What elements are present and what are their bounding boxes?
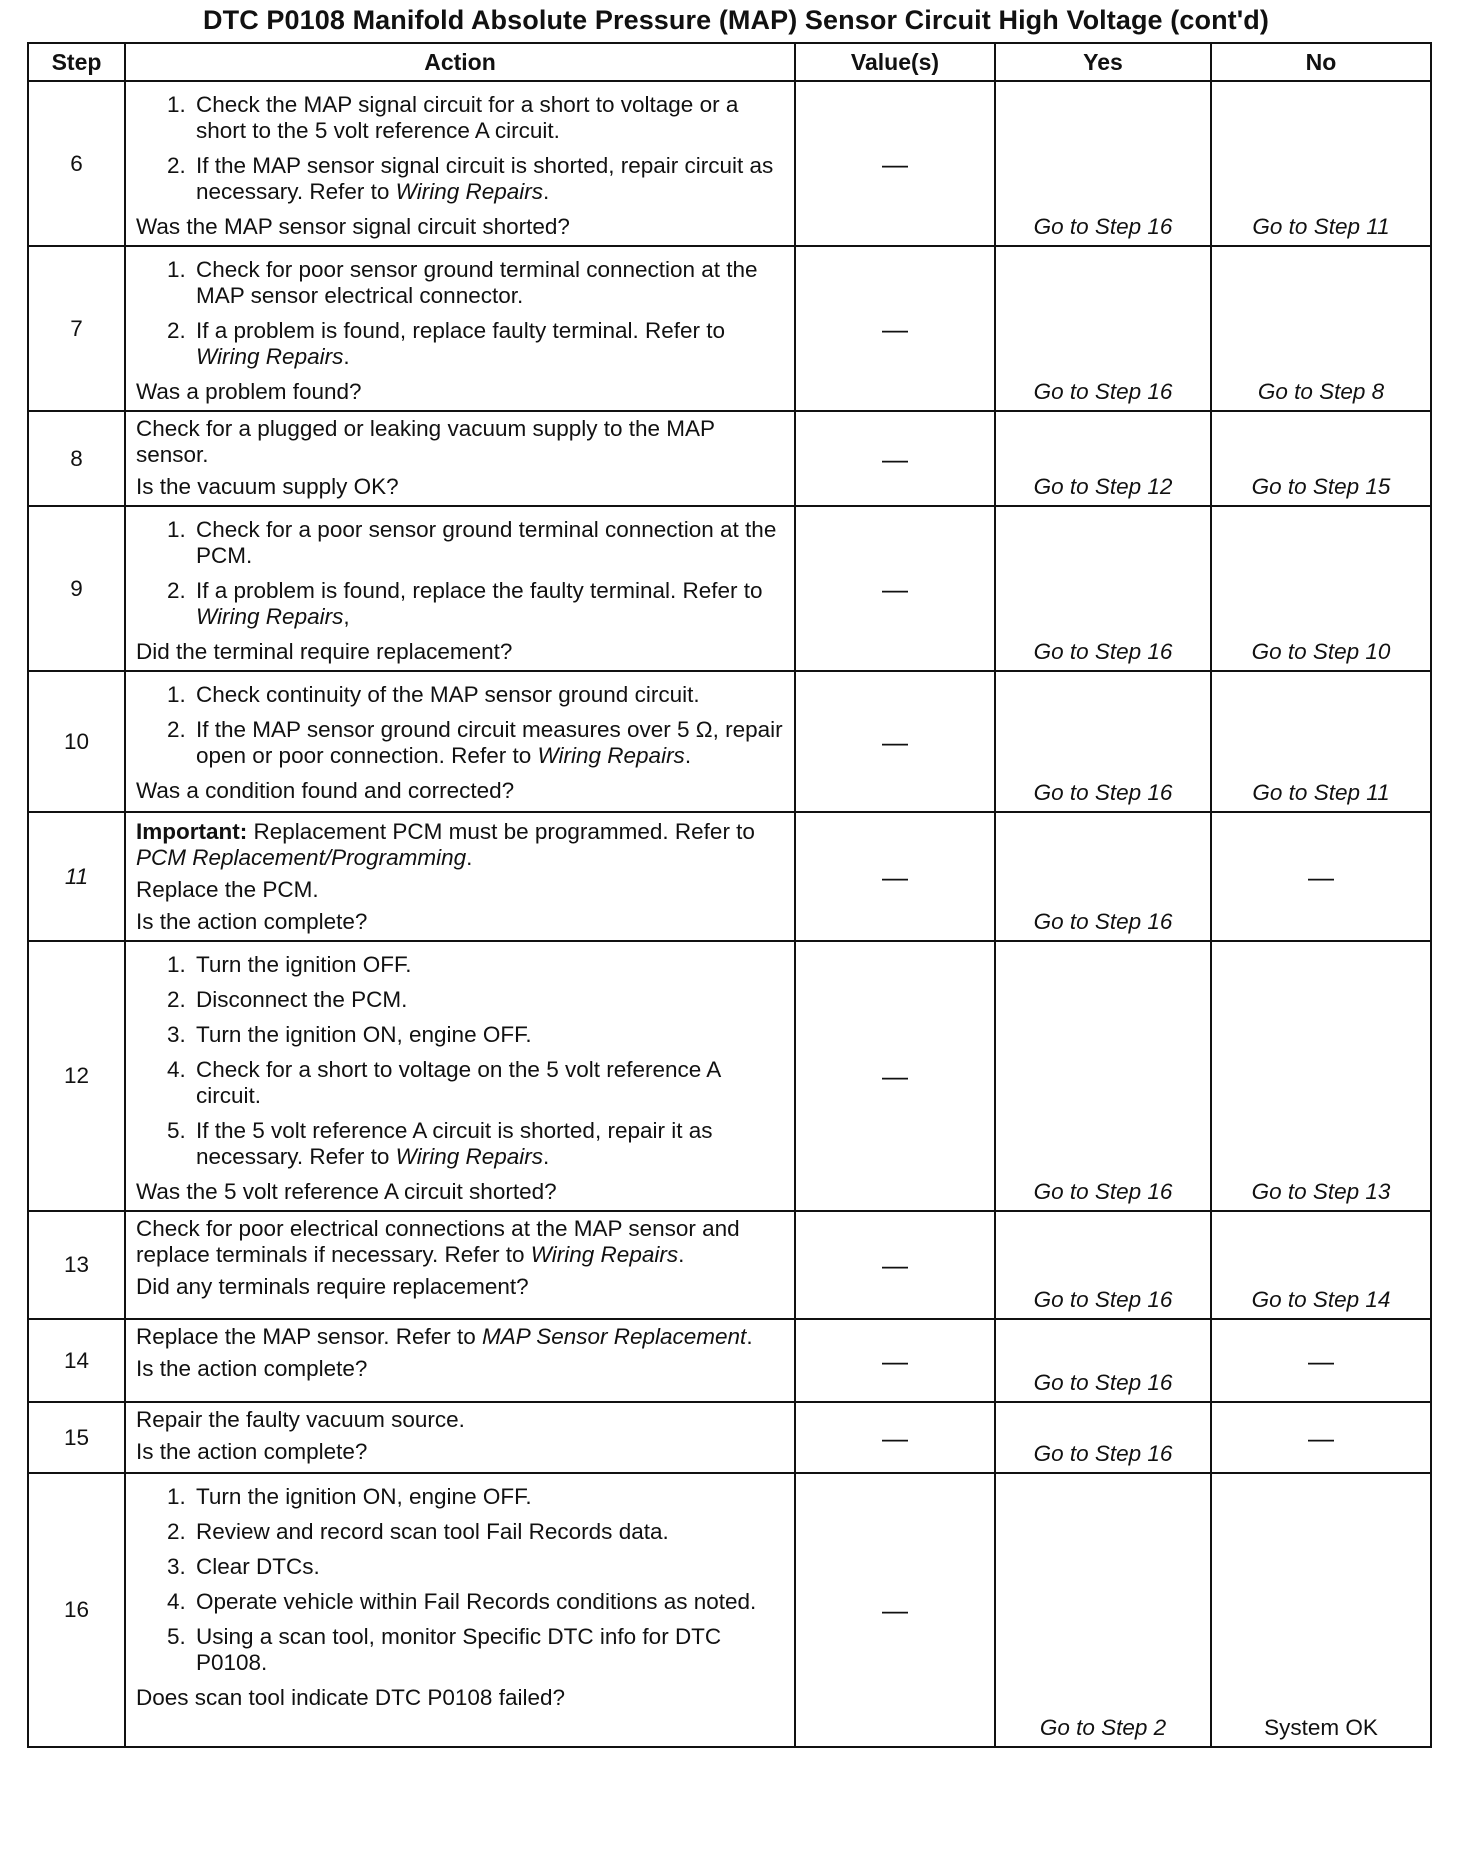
no-cell: — [1211,1402,1431,1473]
table-row [28,1402,1431,1473]
yes-cell: Go to Step 16 [995,81,1211,246]
header-step: Step [28,43,125,81]
no-cell: — [1211,812,1431,941]
table-row [28,812,1431,941]
reference-link[interactable]: Wiring Repairs [530,1242,679,1267]
action-cell [125,506,795,671]
yes-cell: Go to Step 16 [995,941,1211,1211]
yes-cell: Go to Step 16 [995,246,1211,411]
table-row [28,1319,1431,1402]
value-cell: — [795,246,995,411]
yes-cell: Go to Step 16 [995,1211,1211,1319]
no-cell: Go to Step 15 [1211,411,1431,506]
step-number: 16 [28,1473,125,1747]
value-cell: — [795,1319,995,1402]
action-question: Was the 5 volt reference A circuit shorted? [136,1179,557,1204]
table-header-row [28,43,1431,81]
reference-link[interactable]: Wiring Repairs [196,604,344,629]
action-question: Did any terminals require replacement? [136,1274,529,1299]
diagnostic-table [27,42,1432,1748]
table-row [28,1211,1431,1319]
yes-cell: Go to Step 12 [995,411,1211,506]
action-item: 5. If the 5 volt reference A circuit is shorted, repair it as necessary. Refer to Wiring Repairs. [192,1118,786,1170]
table-row [28,81,1431,246]
action-item: 2. If a problem is found, replace the faulty terminal. Refer to Wiring Repairs, [192,578,786,630]
action-item: 3. Clear DTCs. [192,1554,786,1580]
action-text: Check for a plugged or leaking vacuum supply to the MAP sensor. [136,416,715,467]
step-number: 7 [28,246,125,411]
action-item: 1. Turn the ignition OFF. [192,952,786,978]
action-question: Is the action complete? [136,909,368,934]
step-number: 6 [28,81,125,246]
action-question: Is the vacuum supply OK? [136,474,399,499]
value-cell: — [795,1473,995,1747]
action-question: Did the terminal require replacement? [136,639,513,664]
no-cell: System OK [1211,1473,1431,1747]
yes-cell: Go to Step 16 [995,1402,1211,1473]
header-values: Value(s) [795,43,995,81]
yes-cell: Go to Step 16 [995,1319,1211,1402]
header-yes: Yes [995,43,1211,81]
reference-link[interactable]: Wiring Repairs [395,179,544,204]
header-action: Action [125,43,795,81]
table-row [28,671,1431,812]
reference-link[interactable]: MAP Sensor Replacement [482,1324,747,1349]
value-cell: — [795,941,995,1211]
action-cell [125,411,795,506]
action-text: Repair the faulty vacuum source. [136,1407,465,1432]
value-cell: — [795,1211,995,1319]
action-item: 1. Check for poor sensor ground terminal connection at the MAP sensor electrical connector. [192,257,786,309]
value-cell: — [795,411,995,506]
no-cell: Go to Step 14 [1211,1211,1431,1319]
page-title: DTC P0108 Manifold Absolute Pressure (MAP) Sensor Circuit High Voltage (cont'd) [203,5,1269,35]
action-text: Replace the PCM. [136,877,319,902]
action-text: Replace the MAP sensor. Refer to MAP Sensor Replacement. [136,1324,753,1349]
action-item: 2. Disconnect the PCM. [192,987,786,1013]
no-cell: Go to Step 8 [1211,246,1431,411]
step-number: 9 [28,506,125,671]
step-number: 8 [28,411,125,506]
value-cell: — [795,81,995,246]
action-question: Is the action complete? [136,1439,368,1464]
yes-cell: Go to Step 16 [995,812,1211,941]
action-cell [125,1319,795,1402]
action-cell [125,1211,795,1319]
step-number: 12 [28,941,125,1211]
action-question: Is the action complete? [136,1356,368,1381]
action-item: 4. Operate vehicle within Fail Records conditions as noted. [192,1589,786,1615]
reference-link[interactable]: Wiring Repairs [395,1144,544,1169]
action-text: Check for poor electrical connections at the MAP sensor and replace terminals if necessary. Refer to Wiring Repairs. [136,1216,740,1267]
action-question: Was a problem found? [136,379,362,404]
step-number: 10 [28,671,125,812]
table-row [28,411,1431,506]
no-cell: Go to Step 10 [1211,506,1431,671]
step-number: 13 [28,1211,125,1319]
action-item: 1. Check continuity of the MAP sensor ground circuit. [192,682,786,708]
action-cell [125,671,795,812]
no-cell: Go to Step 11 [1211,671,1431,812]
action-cell [125,941,795,1211]
yes-cell: Go to Step 16 [995,506,1211,671]
no-cell: Go to Step 13 [1211,941,1431,1211]
action-cell [125,812,795,941]
table-row [28,506,1431,671]
action-item: 3. Turn the ignition ON, engine OFF. [192,1022,786,1048]
action-cell [125,246,795,411]
action-item: 2. Review and record scan tool Fail Records data. [192,1519,786,1545]
action-item: 2. If a problem is found, replace faulty terminal. Refer to Wiring Repairs. [192,318,786,370]
action-item: 1. Turn the ignition ON, engine OFF. [192,1484,786,1510]
action-item: 4. Check for a short to voltage on the 5 volt reference A circuit. [192,1057,786,1109]
action-question: Was the MAP sensor signal circuit shorted? [136,214,570,239]
yes-cell: Go to Step 16 [995,671,1211,812]
action-item: 5. Using a scan tool, monitor Specific DTC info for DTC P0108. [192,1624,786,1676]
action-item: 2. If the MAP sensor signal circuit is shorted, repair circuit as necessary. Refer to Wiring Repairs. [192,153,786,205]
reference-link[interactable]: Wiring Repairs [537,743,685,768]
table-row [28,941,1431,1211]
action-item: 1. Check the MAP signal circuit for a short to voltage or a short to the 5 volt reference A circuit. [192,92,786,144]
value-cell: — [795,671,995,812]
value-cell: — [795,812,995,941]
value-cell: — [795,1402,995,1473]
table-row [28,246,1431,411]
action-item: 2. If the MAP sensor ground circuit measures over 5 Ω, repair open or poor connection. Refer to Wiring Repairs. [192,717,786,769]
no-cell: Go to Step 11 [1211,81,1431,246]
reference-link[interactable]: Wiring Repairs [196,344,344,369]
table-row [28,1473,1431,1747]
step-number: 14 [28,1319,125,1402]
header-no: No [1211,43,1431,81]
reference-link[interactable]: PCM Replacement/Programming [136,845,467,870]
important-note: Important: Replacement PCM must be programmed. Refer to PCM Replacement/Programming. [136,819,755,870]
action-item: 1. Check for a poor sensor ground terminal connection at the PCM. [192,517,786,569]
step-number: 15 [28,1402,125,1473]
action-question: Was a condition found and corrected? [136,778,515,803]
no-cell: — [1211,1319,1431,1402]
action-cell [125,1473,795,1747]
action-cell [125,81,795,246]
step-number: 11 [28,812,125,941]
value-cell: — [795,506,995,671]
action-cell [125,1402,795,1473]
yes-cell: Go to Step 2 [995,1473,1211,1747]
action-question: Does scan tool indicate DTC P0108 failed? [136,1685,565,1710]
